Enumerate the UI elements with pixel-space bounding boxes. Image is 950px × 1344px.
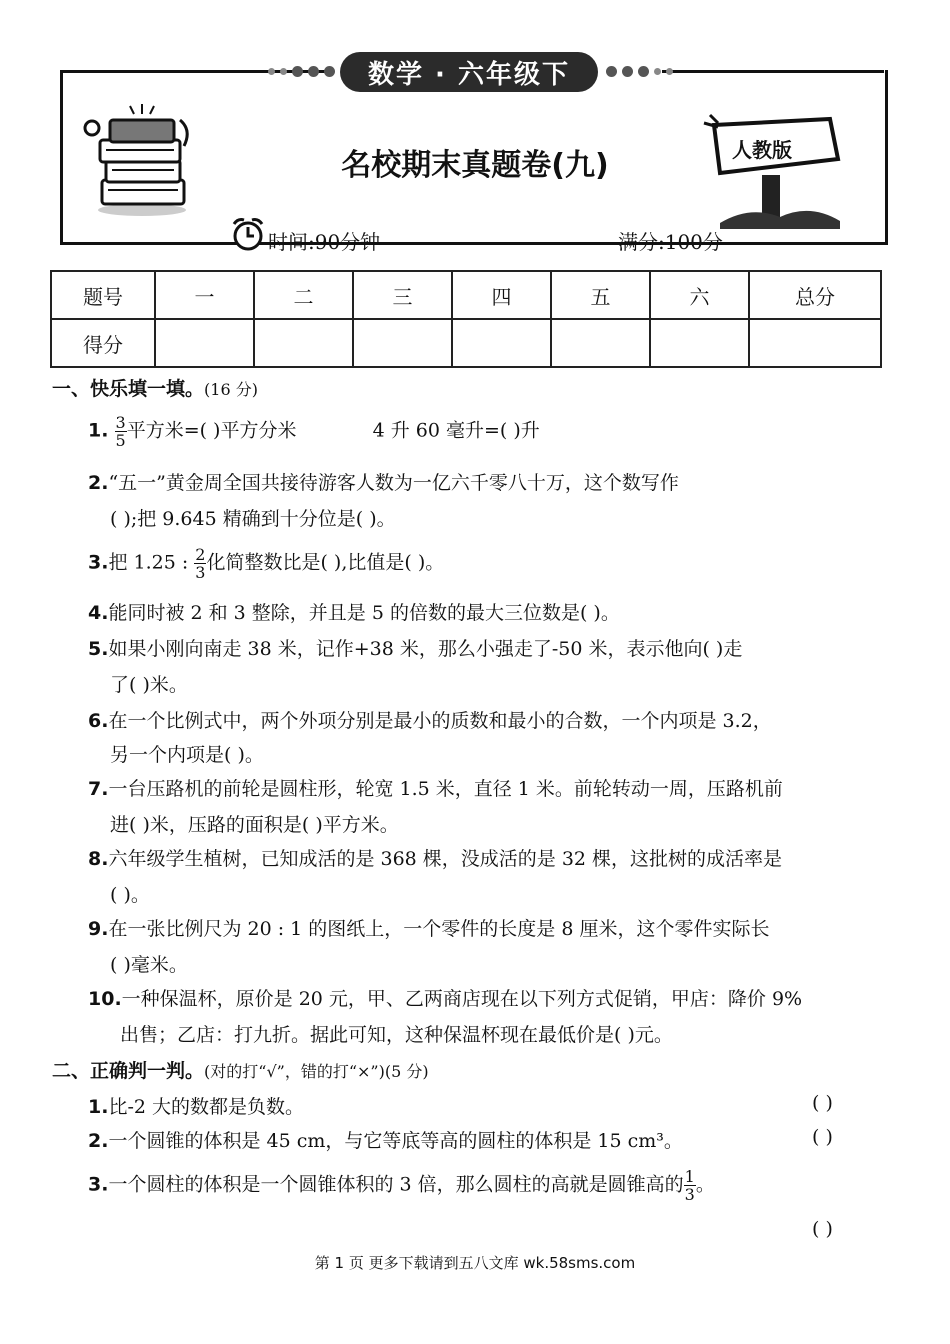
table-cell: 总分	[749, 271, 881, 319]
question-6-line2: 另一个内项是( )。	[110, 744, 264, 766]
question-9-line2: ( )毫米。	[110, 954, 188, 976]
table-cell: 题号	[51, 271, 155, 319]
table-cell: 六	[650, 271, 749, 319]
edition-signpost-icon	[700, 105, 850, 235]
table-cell: 五	[551, 271, 650, 319]
decor-dots-left	[268, 64, 335, 78]
frame-top-right-line	[662, 70, 884, 73]
answer-paren[interactable]: ( )	[812, 1092, 833, 1114]
score-table	[50, 270, 882, 368]
judge-question-1: 1.比-2 大的数都是负数。	[88, 1096, 305, 1118]
table-cell: 得分	[51, 319, 155, 367]
question-7-line2: 进( )米，压路的面积是( )平方米。	[110, 814, 399, 836]
judge-question-3: 3.一个圆柱的体积是一个圆锥体积的 3 倍，那么圆柱的高就是圆锥高的 $\frac{1}{3}$ 。	[88, 1167, 715, 1204]
fraction: $\frac{2}{3}$	[195, 545, 206, 582]
question-10-line2: 出售；乙店：打九折。据此可知，这种保温杯现在最低价是( )元。	[120, 1024, 673, 1046]
question-1: 1. $\frac{3}{5}$ 平方米=( )平方分米 4 升 60 毫升=( )升	[88, 413, 540, 450]
score-input-cell[interactable]	[452, 319, 551, 367]
alarm-clock-icon	[230, 216, 266, 252]
score-input-cell[interactable]	[155, 319, 254, 367]
fraction: $\frac{1}{3}$	[684, 1167, 695, 1204]
score-input-cell[interactable]	[353, 319, 452, 367]
question-4: 4.能同时被 2 和 3 整除，并且是 5 的倍数的最大三位数是( )。	[88, 602, 620, 624]
question-3: 3.把 1.25 : $\frac{2}{3}$ 化简整数比是( ),比值是( )。	[88, 545, 445, 582]
score-input-cell[interactable]	[551, 319, 650, 367]
fraction: $\frac{3}{5}$	[115, 413, 126, 450]
table-cell: 四	[452, 271, 551, 319]
edition-label: 人教版	[732, 138, 792, 162]
section2-heading: 二、正确判一判。(对的打“√”，错的打“×”)(5 分)	[52, 1060, 429, 1082]
question-6: 6.在一个比例式中，两个外项分别是最小的质数和最小的合数，一个内项是 3.2，	[88, 710, 772, 732]
question-8: 8.六年级学生植树，已知成活的是 368 棵，没成活的是 32 棵，这批树的成活率是	[88, 848, 783, 870]
table-row	[51, 319, 881, 367]
question-8-line2: ( )。	[110, 884, 150, 906]
exam-title: 名校期末真题卷(九)	[341, 148, 609, 183]
question-7: 7.一台压路机的前轮是圆柱形，轮宽 1.5 米，直径 1 米。前轮转动一周，压路机前	[88, 778, 783, 800]
table-cell: 一	[155, 271, 254, 319]
question-5: 5.如果小刚向南走 38 米，记作+38 米，那么小强走了-50 米，表示他向( )走	[88, 638, 743, 660]
question-2-line2: ( );把 9.645 精确到十分位是( )。	[110, 508, 396, 530]
exam-time: 时间:90分钟	[268, 230, 381, 254]
section1-heading: 一、快乐填一填。(16 分)	[52, 378, 258, 400]
answer-paren[interactable]: ( )	[812, 1218, 833, 1240]
question-5-line2: 了( )米。	[110, 674, 188, 696]
full-score: 满分:100分	[618, 230, 723, 254]
question-2: 2.“五一”黄金周全国共接待游客人数为一亿六千零八十万，这个数写作	[88, 472, 679, 494]
score-input-cell[interactable]	[650, 319, 749, 367]
score-input-cell[interactable]	[254, 319, 353, 367]
question-9: 9.在一张比例尺为 20 : 1 的图纸上，一个零件的长度是 8 厘米，这个零件实际长	[88, 918, 770, 940]
table-cell: 二	[254, 271, 353, 319]
question-10: 10.一种保温杯，原价是 20 元，甲、乙两商店现在以下列方式促销，甲店：降价 9%	[88, 988, 803, 1010]
table-row	[51, 271, 881, 319]
table-cell: 三	[353, 271, 452, 319]
decor-dots-right	[606, 64, 673, 78]
answer-paren[interactable]: ( )	[812, 1126, 833, 1148]
page-footer: 第 1 页 更多下载请到五八文库 wk.58sms.com	[314, 1254, 636, 1272]
judge-question-2: 2.一个圆锥的体积是 45 cm，与它等底等高的圆柱的体积是 15 cm³。	[88, 1130, 683, 1152]
score-input-cell[interactable]	[749, 319, 881, 367]
subject-grade-badge: 数学 · 六年级下	[340, 52, 598, 92]
